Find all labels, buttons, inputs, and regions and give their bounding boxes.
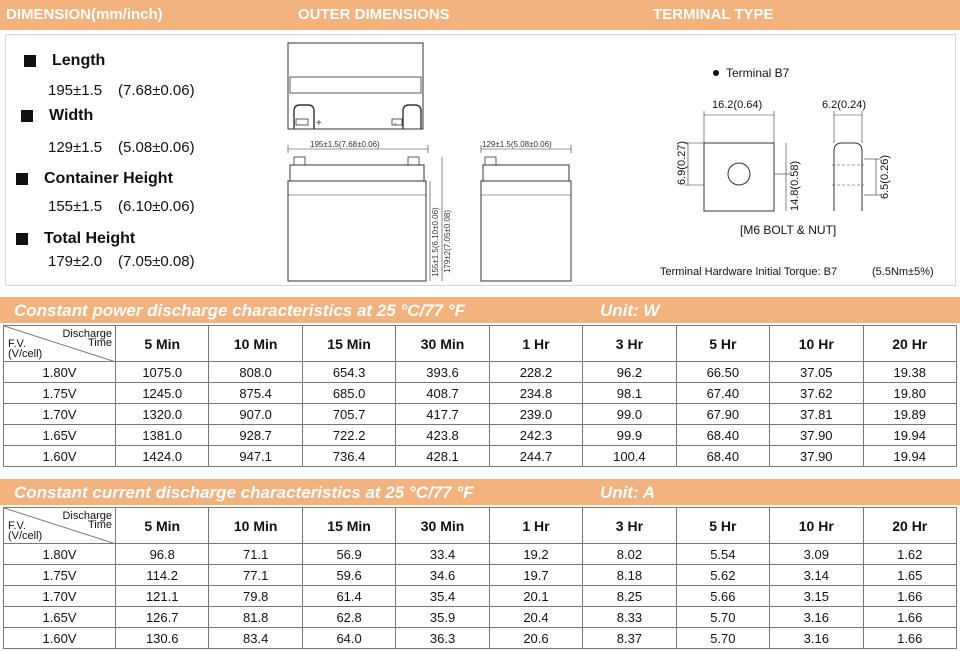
value-cell: 928.7 (209, 425, 302, 446)
corner-time-label: Time (87, 519, 112, 531)
value-cell: 5.70 (676, 607, 769, 628)
value-cell: 79.8 (209, 586, 302, 607)
value-cell: 100.4 (583, 446, 676, 467)
column-header: 20 Hr (863, 508, 957, 544)
dim-total-height-label: Total Height (44, 230, 136, 247)
dim-length-label: Length (52, 52, 106, 69)
value-cell: 61.4 (302, 586, 395, 607)
final-voltage-cell: 1.65V (4, 425, 116, 446)
outer-dimensions-drawing (276, 35, 586, 285)
final-voltage-cell: 1.60V (4, 446, 116, 467)
value-cell: 37.90 (770, 425, 863, 446)
value-cell: 19.38 (863, 362, 957, 383)
terminal-side-dimension: 6.2(0.24) (822, 99, 867, 111)
value-cell: 1.65 (863, 565, 957, 586)
column-header: 30 Min (396, 326, 489, 362)
corner-fv-label: F.V. (8, 338, 26, 350)
value-cell: 1.66 (863, 628, 957, 649)
dim-width-label: Width (49, 107, 94, 124)
value-cell: 130.6 (116, 628, 209, 649)
svg-text:-: - (394, 119, 397, 128)
value-cell: 5.62 (676, 565, 769, 586)
value-cell: 67.40 (676, 383, 769, 404)
current-section-unit: Unit: A (600, 483, 656, 502)
value-cell: 722.2 (302, 425, 395, 446)
value-cell: 947.1 (209, 446, 302, 467)
value-cell: 67.90 (676, 404, 769, 425)
terminal-width-dimension: 16.2(0.64) (712, 99, 763, 111)
column-header: 10 Hr (770, 508, 863, 544)
terminal-hole-height: 14.8(0.58) (789, 160, 801, 211)
value-cell: 62.8 (302, 607, 395, 628)
value-cell: 121.1 (116, 586, 209, 607)
value-cell: 77.1 (209, 565, 302, 586)
total-height-dimension: 179±2(7.05±0.08) (443, 209, 452, 273)
value-cell: 3.16 (770, 628, 863, 649)
header-bar (0, 0, 960, 30)
value-cell: 3.14 (770, 565, 863, 586)
value-cell: 114.2 (116, 565, 209, 586)
final-voltage-cell: 1.70V (4, 586, 116, 607)
column-header: 1 Hr (489, 508, 582, 544)
corner-vcell-label: (V/cell) (8, 348, 43, 360)
table-row (4, 544, 957, 565)
value-cell: 1320.0 (116, 404, 209, 425)
final-voltage-cell: 1.80V (4, 362, 116, 383)
value-cell: 126.7 (116, 607, 209, 628)
value-cell: 417.7 (396, 404, 489, 425)
value-cell: 244.7 (489, 446, 582, 467)
column-header: 10 Min (209, 326, 302, 362)
value-cell: 8.02 (583, 544, 676, 565)
value-cell: 96.8 (116, 544, 209, 565)
side-width-dimension: 129±1.5(5.08±0.06) (482, 140, 552, 149)
value-cell: 96.2 (583, 362, 676, 383)
value-cell: 808.0 (209, 362, 302, 383)
column-header: 3 Hr (583, 508, 676, 544)
dim-width-value: 129±1.5 (48, 139, 103, 156)
table-row (4, 586, 957, 607)
value-cell: 1.66 (863, 586, 957, 607)
value-cell: 19.89 (863, 404, 957, 425)
value-cell: 736.4 (302, 446, 395, 467)
value-cell: 64.0 (302, 628, 395, 649)
table-row (4, 565, 957, 586)
table-corner-cell (4, 508, 116, 544)
column-header: 10 Hr (770, 326, 863, 362)
table-corner-cell (4, 326, 116, 362)
column-header: 5 Min (116, 508, 209, 544)
value-cell: 20.1 (489, 586, 582, 607)
power-section-header (0, 297, 960, 323)
value-cell: 8.33 (583, 607, 676, 628)
container-height-dimension: 155±1.5(6.10±0.06) (431, 207, 440, 277)
value-cell: 35.9 (396, 607, 489, 628)
torque-label: Terminal Hardware Initial Torque: B7 (660, 266, 838, 278)
value-cell: 8.18 (583, 565, 676, 586)
value-cell: 8.37 (583, 628, 676, 649)
table-row (4, 607, 957, 628)
value-cell: 1424.0 (116, 446, 209, 467)
bolt-label: [M6 BOLT & NUT] (740, 223, 837, 237)
column-header: 30 Min (396, 508, 489, 544)
value-cell: 37.05 (770, 362, 863, 383)
svg-text:+: + (316, 118, 322, 129)
value-cell: 1.62 (863, 544, 957, 565)
column-header: 20 Hr (863, 326, 957, 362)
corner-vcell-label: (V/cell) (8, 530, 43, 542)
current-section-title: Constant current discharge characteristics at 25 °C/77 °F (14, 483, 474, 502)
terminal-side-height: 6.5(0.26) (879, 154, 891, 199)
value-cell: 705.7 (302, 404, 395, 425)
value-cell: 81.8 (209, 607, 302, 628)
value-cell: 34.6 (396, 565, 489, 586)
current-section-header (0, 479, 960, 505)
value-cell: 654.3 (302, 362, 395, 383)
value-cell: 428.1 (396, 446, 489, 467)
value-cell: 1245.0 (116, 383, 209, 404)
corner-discharge-label: Discharge (62, 328, 112, 340)
value-cell: 33.4 (396, 544, 489, 565)
table-row (4, 628, 957, 649)
value-cell: 408.7 (396, 383, 489, 404)
value-cell: 19.94 (863, 446, 957, 467)
torque-value: (5.5Nm±5%) (872, 266, 934, 278)
value-cell: 423.8 (396, 425, 489, 446)
value-cell: 36.3 (396, 628, 489, 649)
value-cell: 1381.0 (116, 425, 209, 446)
table-header-row (4, 508, 957, 544)
final-voltage-cell: 1.70V (4, 404, 116, 425)
value-cell: 1.66 (863, 607, 957, 628)
terminal-left-height: 6.9(0.27) (676, 140, 688, 185)
value-cell: 5.66 (676, 586, 769, 607)
value-cell: 20.6 (489, 628, 582, 649)
value-cell: 228.2 (489, 362, 582, 383)
value-cell: 5.70 (676, 628, 769, 649)
power-section-unit: Unit: W (600, 301, 660, 320)
final-voltage-cell: 1.60V (4, 628, 116, 649)
dim-total-height-inch: (7.05±0.08) (118, 253, 195, 270)
value-cell: 56.9 (302, 544, 395, 565)
final-voltage-cell: 1.75V (4, 565, 116, 586)
final-voltage-cell: 1.65V (4, 607, 116, 628)
column-header: 15 Min (302, 326, 395, 362)
dimensions-panel (5, 34, 956, 286)
power-discharge-table (3, 325, 957, 467)
value-cell: 1075.0 (116, 362, 209, 383)
value-cell: 239.0 (489, 404, 582, 425)
table-row (4, 446, 957, 467)
value-cell: 20.4 (489, 607, 582, 628)
column-header: 1 Hr (489, 326, 582, 362)
value-cell: 68.40 (676, 425, 769, 446)
value-cell: 98.1 (583, 383, 676, 404)
value-cell: 3.09 (770, 544, 863, 565)
value-cell: 37.90 (770, 446, 863, 467)
column-header: 5 Min (116, 326, 209, 362)
terminal-drawing (626, 35, 956, 285)
corner-discharge-label: Discharge (62, 510, 112, 522)
dim-width-inch: (5.08±0.06) (118, 139, 195, 156)
table-row (4, 383, 957, 404)
value-cell: 99.0 (583, 404, 676, 425)
value-cell: 19.2 (489, 544, 582, 565)
value-cell: 37.81 (770, 404, 863, 425)
value-cell: 71.1 (209, 544, 302, 565)
terminal-type-title: TERMINAL TYPE (653, 6, 774, 23)
terminal-type-label: Terminal B7 (726, 66, 790, 80)
power-section-title: Constant power discharge characteristics at 25 °C/77 °F (14, 301, 466, 320)
value-cell: 907.0 (209, 404, 302, 425)
value-cell: 59.6 (302, 565, 395, 586)
value-cell: 5.54 (676, 544, 769, 565)
value-cell: 19.94 (863, 425, 957, 446)
value-cell: 68.40 (676, 446, 769, 467)
column-header: 15 Min (302, 508, 395, 544)
corner-time-label: Time (87, 337, 112, 349)
value-cell: 66.50 (676, 362, 769, 383)
current-discharge-table (3, 507, 957, 649)
dim-length-value: 195±1.5 (48, 82, 103, 99)
dim-length-inch: (7.68±0.06) (118, 82, 195, 99)
front-width-dimension: 195±1.5(7.68±0.06) (310, 140, 380, 149)
dim-container-height-value: 155±1.5 (48, 198, 103, 215)
value-cell: 685.0 (302, 383, 395, 404)
value-cell: 35.4 (396, 586, 489, 607)
table-row (4, 404, 957, 425)
column-header: 5 Hr (676, 508, 769, 544)
table-row (4, 362, 957, 383)
dim-container-height-label: Container Height (44, 170, 173, 187)
dimension-title: DIMENSION(mm/inch) (6, 6, 163, 23)
dim-container-height-inch: (6.10±0.06) (118, 198, 195, 215)
final-voltage-cell: 1.80V (4, 544, 116, 565)
value-cell: 37.62 (770, 383, 863, 404)
corner-fv-label: F.V. (8, 520, 26, 532)
table-row (4, 425, 957, 446)
table-header-row (4, 326, 957, 362)
value-cell: 8.25 (583, 586, 676, 607)
value-cell: 83.4 (209, 628, 302, 649)
dim-total-height-value: 179±2.0 (48, 253, 103, 270)
value-cell: 19.7 (489, 565, 582, 586)
value-cell: 3.16 (770, 607, 863, 628)
value-cell: 99.9 (583, 425, 676, 446)
value-cell: 3.15 (770, 586, 863, 607)
value-cell: 19.80 (863, 383, 957, 404)
column-header: 10 Min (209, 508, 302, 544)
value-cell: 875.4 (209, 383, 302, 404)
value-cell: 234.8 (489, 383, 582, 404)
final-voltage-cell: 1.75V (4, 383, 116, 404)
outer-dimensions-title: OUTER DIMENSIONS (298, 6, 450, 23)
column-header: 5 Hr (676, 326, 769, 362)
value-cell: 242.3 (489, 425, 582, 446)
column-header: 3 Hr (583, 326, 676, 362)
value-cell: 393.6 (396, 362, 489, 383)
